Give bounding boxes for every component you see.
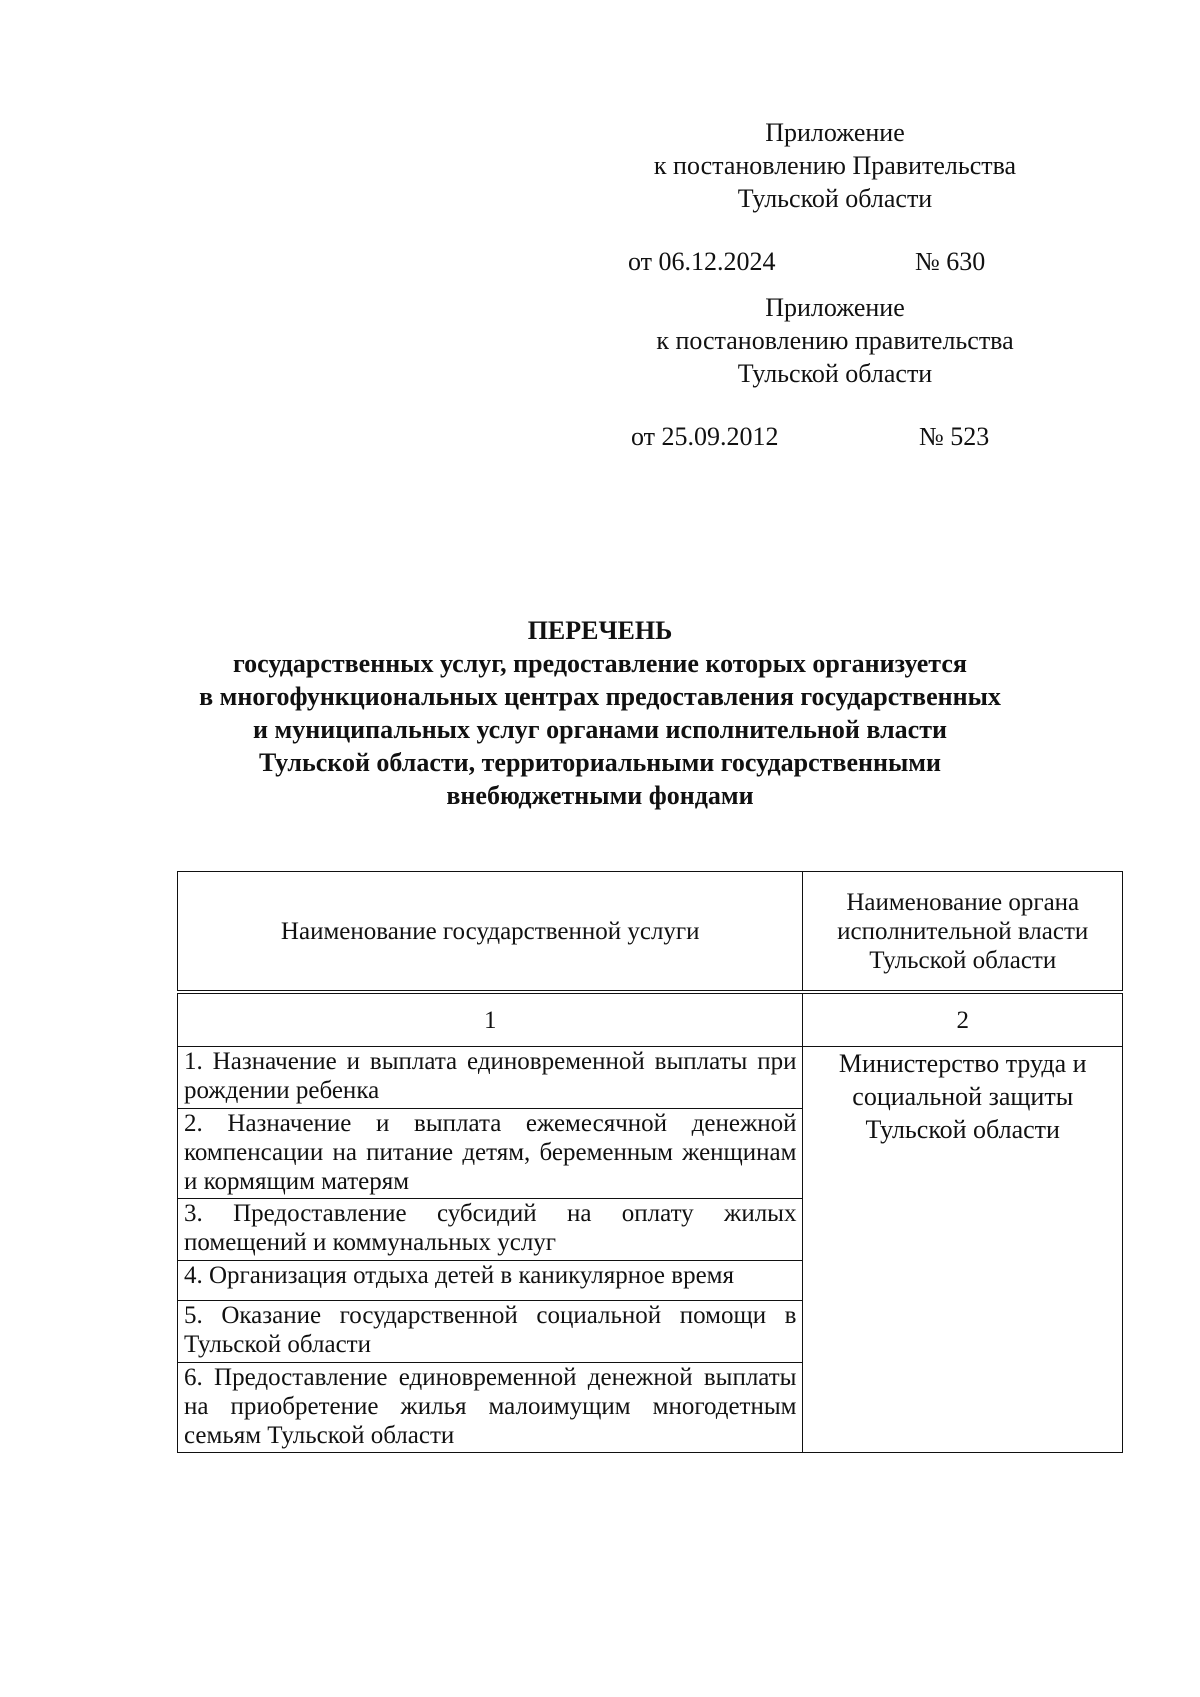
annex-date-original: от 25.09.2012	[631, 422, 779, 451]
service-cell: 5. Оказание государственной социальной помощи в Тульской области	[178, 1301, 803, 1363]
annex-line: Тульской области	[737, 359, 933, 388]
title-heading: ПЕРЕЧЕНЬ	[527, 616, 673, 645]
title-line: Тульской области, территориальными государственными	[259, 748, 941, 777]
agency-cell: Министерство труда и социальной защиты Тульской области	[803, 1047, 1123, 1453]
column-number: 2	[803, 992, 1123, 1047]
header-agency-name: Наименование органа исполнительной власти Тульской области	[803, 872, 1123, 993]
column-number-row	[178, 992, 1123, 1047]
annex-number-current: № 630	[915, 247, 986, 276]
services-table	[177, 871, 1123, 1453]
annex-line: к постановлению Правительства	[653, 151, 1017, 180]
service-cell: 4. Организация отдыха детей в каникулярное время	[178, 1261, 803, 1301]
column-number: 1	[178, 992, 803, 1047]
annex-number-original: № 523	[919, 422, 990, 451]
document-title	[150, 614, 1050, 812]
service-cell: 3. Предоставление субсидий на оплату жилых помещений и коммунальных услуг	[178, 1199, 803, 1261]
annex-date-current: от 06.12.2024	[628, 247, 776, 276]
annex-line: Приложение	[765, 293, 905, 322]
header-service-name: Наименование государственной услуги	[178, 872, 803, 993]
title-line: государственных услуг, предоставление которых организуется	[233, 649, 967, 678]
annex-line: Приложение	[765, 118, 905, 147]
service-cell: 6. Предоставление единовременной денежной выплаты на приобретение жилья малоимущим многодетным семьям Тульской области	[178, 1363, 803, 1453]
annex-header-current	[600, 116, 1070, 215]
annex-line: к постановлению правительства	[656, 326, 1014, 355]
annex-line: Тульской области	[737, 184, 933, 213]
service-cell: 1. Назначение и выплата единовременной выплаты при рождении ребенка	[178, 1047, 803, 1109]
table-row	[178, 1047, 1123, 1109]
table-header-row	[178, 872, 1123, 993]
title-line: внебюджетными фондами	[446, 781, 754, 810]
service-cell: 2. Назначение и выплата ежемесячной денежной компенсации на питание детям, беременным женщинам и кормящим матерям	[178, 1109, 803, 1199]
title-line: в многофункциональных центрах предоставления государственных	[199, 682, 1001, 711]
title-line: и муниципальных услуг органами исполнительной власти	[253, 715, 947, 744]
annex-header-original	[600, 291, 1070, 390]
